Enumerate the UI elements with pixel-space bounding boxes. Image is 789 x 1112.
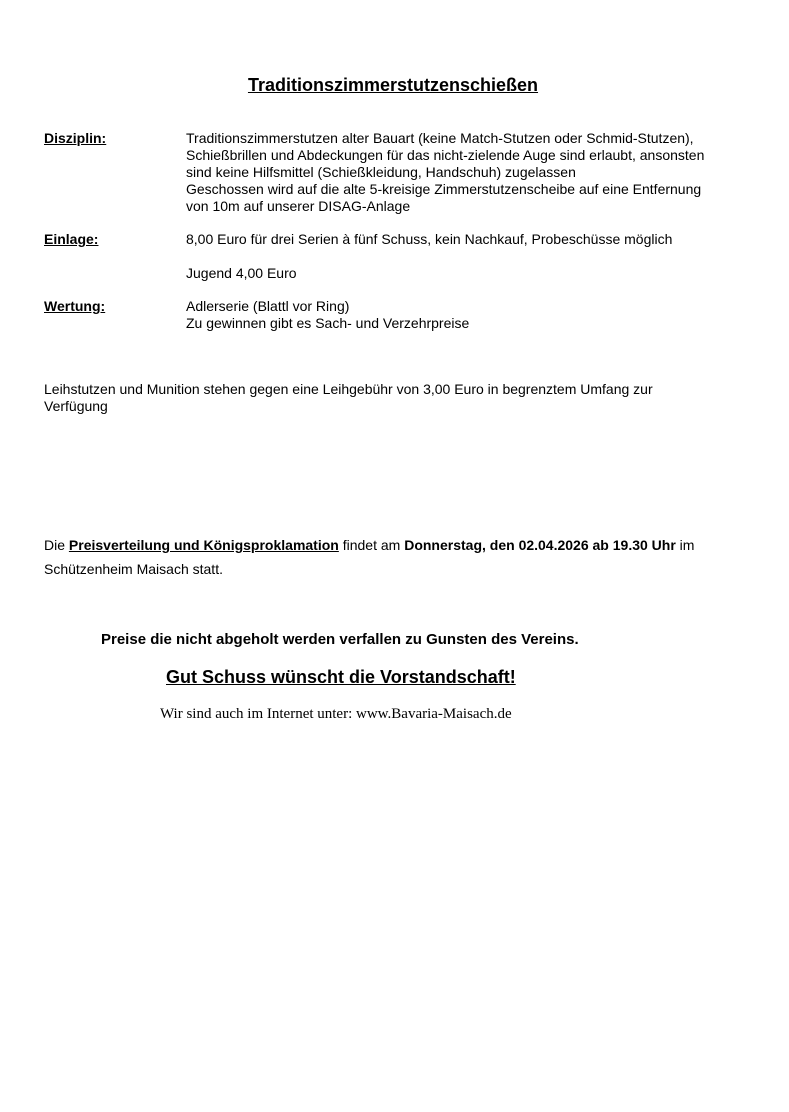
disziplin-line: von 10m auf unserer DISAG-Anlage: [186, 198, 411, 214]
einlage-youth-line: Jugend 4,00 Euro: [186, 265, 297, 281]
disziplin-line: Traditionszimmerstutzen alter Bauart (keine Match-Stutzen oder Schmid-Stutzen),: [186, 130, 694, 146]
disziplin-label: Disziplin:: [44, 130, 107, 146]
rental-paragraph: [44, 381, 744, 415]
prize-prefix: Die: [44, 537, 69, 553]
rental-line: Leihstutzen und Munition stehen gegen eine Leihgebühr von 3,00 Euro in begrenztem Umfang zur: [44, 381, 653, 397]
einlage-label: Einlage:: [44, 231, 99, 247]
website-line: Wir sind auch im Internet unter: www.Bavaria-Maisach.de: [160, 706, 512, 722]
rental-line: Verfügung: [44, 398, 108, 414]
einlage-youth-text: [186, 265, 756, 282]
disziplin-text: [186, 130, 756, 215]
closing-wish: Gut Schuss wünscht die Vorstandschaft!: [166, 667, 516, 687]
prize-ceremony-paragraph: [44, 533, 764, 581]
prize-middle: findet am: [338, 537, 405, 553]
disziplin-line: sind keine Hilfsmittel (Schießkleidung, Handschuh) zugelassen: [186, 164, 576, 180]
wertung-line: Zu gewinnen gibt es Sach- und Verzehrpreise: [186, 315, 470, 331]
einlage-text: [186, 231, 756, 248]
wertung-label: Wertung:: [44, 298, 106, 314]
prize-ceremony-line-2: Schützenheim Maisach statt.: [44, 561, 223, 577]
prize-suffix: im: [675, 537, 695, 553]
prize-event: Preisverteilung und Königsproklamation: [68, 537, 339, 553]
disziplin-line: Schießbrillen und Abdeckungen für das nicht-zielende Auge sind erlaubt, ansonsten: [186, 147, 705, 163]
document-title: Traditionszimmerstutzenschießen: [247, 75, 539, 95]
disziplin-line: Geschossen wird auf die alte 5-kreisige Zimmerstutzenscheibe auf eine Entfernung: [186, 181, 702, 197]
prize-date: Donnerstag, den 02.04.2026 ab 19.30 Uhr: [404, 537, 676, 553]
wertung-text: [186, 298, 756, 332]
wertung-line: Adlerserie (Blattl vor Ring): [186, 298, 350, 314]
einlage-line: 8,00 Euro für drei Serien à fünf Schuss, kein Nachkauf, Probeschüsse möglich: [186, 231, 673, 247]
prize-ceremony-line: [44, 533, 764, 557]
unclaimed-prizes-notice: Preise die nicht abgeholt werden verfallen zu Gunsten des Vereins.: [101, 631, 579, 648]
